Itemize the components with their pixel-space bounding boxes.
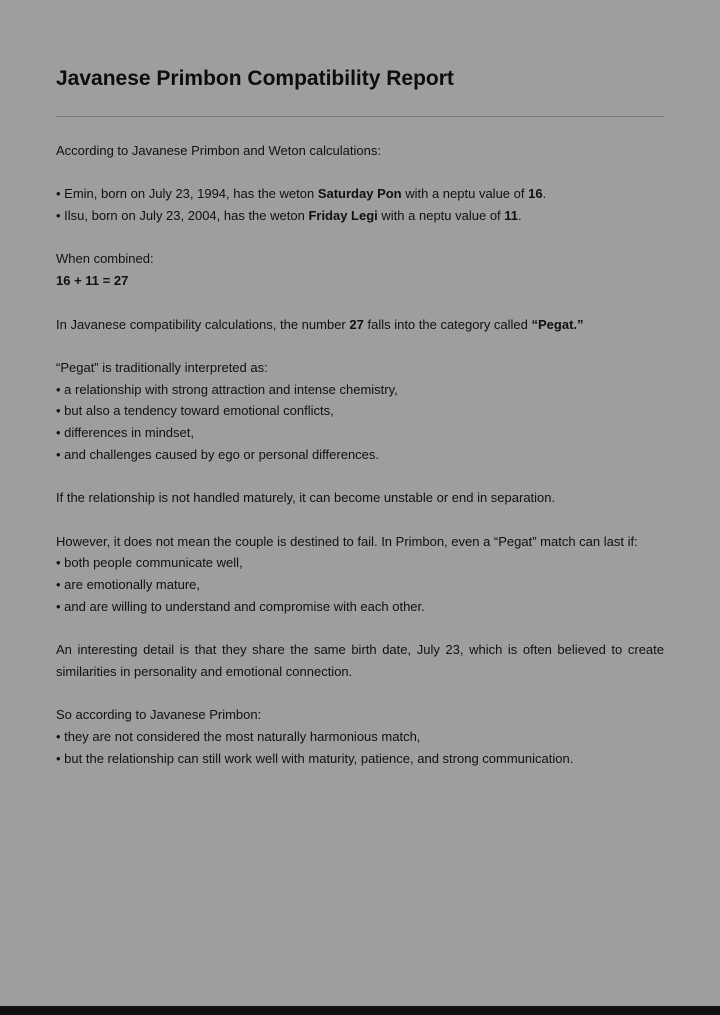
conclusion-intro: So according to Javanese Primbon: [56, 707, 262, 723]
conclusion-section [56, 704, 664, 769]
list-item: • are emotionally mature, [56, 576, 201, 592]
category-paragraph: In Javanese compatibility calculations, the number 27 falls into the category called “Pegat.” [56, 316, 584, 332]
intro-paragraph: According to Javanese Primbon and Weton calculations: [56, 143, 381, 158]
person-item-emin: • Emin, born on July 23, 1994, has the weton Saturday Pon with a neptu value of 16. [56, 186, 547, 202]
weton-value: Saturday Pon [317, 186, 402, 202]
however-section [56, 531, 664, 618]
pegat-intro: “Pegat” is traditionally interpreted as: [56, 359, 268, 375]
combined-section [56, 248, 664, 291]
total-number: 27 [349, 316, 364, 332]
person-item-ilsu: • Ilsu, born on July 23, 2004, has the weton Friday Legi with a neptu value of 11. [56, 208, 522, 224]
warning-paragraph: If the relationship is not handled maturely, it can become unstable or end in separation. [56, 490, 556, 506]
category-name: “Pegat.” [531, 316, 584, 332]
list-item: • and challenges caused by ego or personal differences. [56, 446, 380, 462]
neptu-value: 16 [528, 186, 543, 202]
people-list [56, 183, 664, 226]
report-title: Javanese Primbon Compatibility Report [56, 67, 454, 90]
detail-paragraph: An interesting detail is that they share the same birth date, July 23, which is often believed to create similarities in personality and emotional connection. [56, 642, 664, 679]
pegat-section [56, 357, 664, 466]
list-item: • a relationship with strong attraction and intense chemistry, [56, 381, 398, 397]
combined-label: When combined: [56, 251, 154, 267]
title-divider [56, 116, 664, 117]
list-item: • and are willing to understand and compromise with each other. [56, 598, 425, 614]
list-item: • but also a tendency toward emotional conflicts, [56, 403, 334, 419]
combined-equation: 16 + 11 = 27 [56, 273, 129, 289]
list-item: • both people communicate well, [56, 555, 243, 571]
bottom-bar [0, 1006, 720, 1015]
however-intro: However, it does not mean the couple is destined to fail. In Primbon, even a “Pegat” match can last if: [56, 533, 638, 549]
list-item: • they are not considered the most naturally harmonious match, [56, 728, 421, 744]
list-item: • differences in mindset, [56, 425, 194, 441]
list-item: • but the relationship can still work well with maturity, patience, and strong communication. [56, 750, 574, 766]
report-body [56, 140, 664, 791]
neptu-value: 11 [504, 208, 519, 224]
weton-value: Friday Legi [308, 208, 378, 224]
